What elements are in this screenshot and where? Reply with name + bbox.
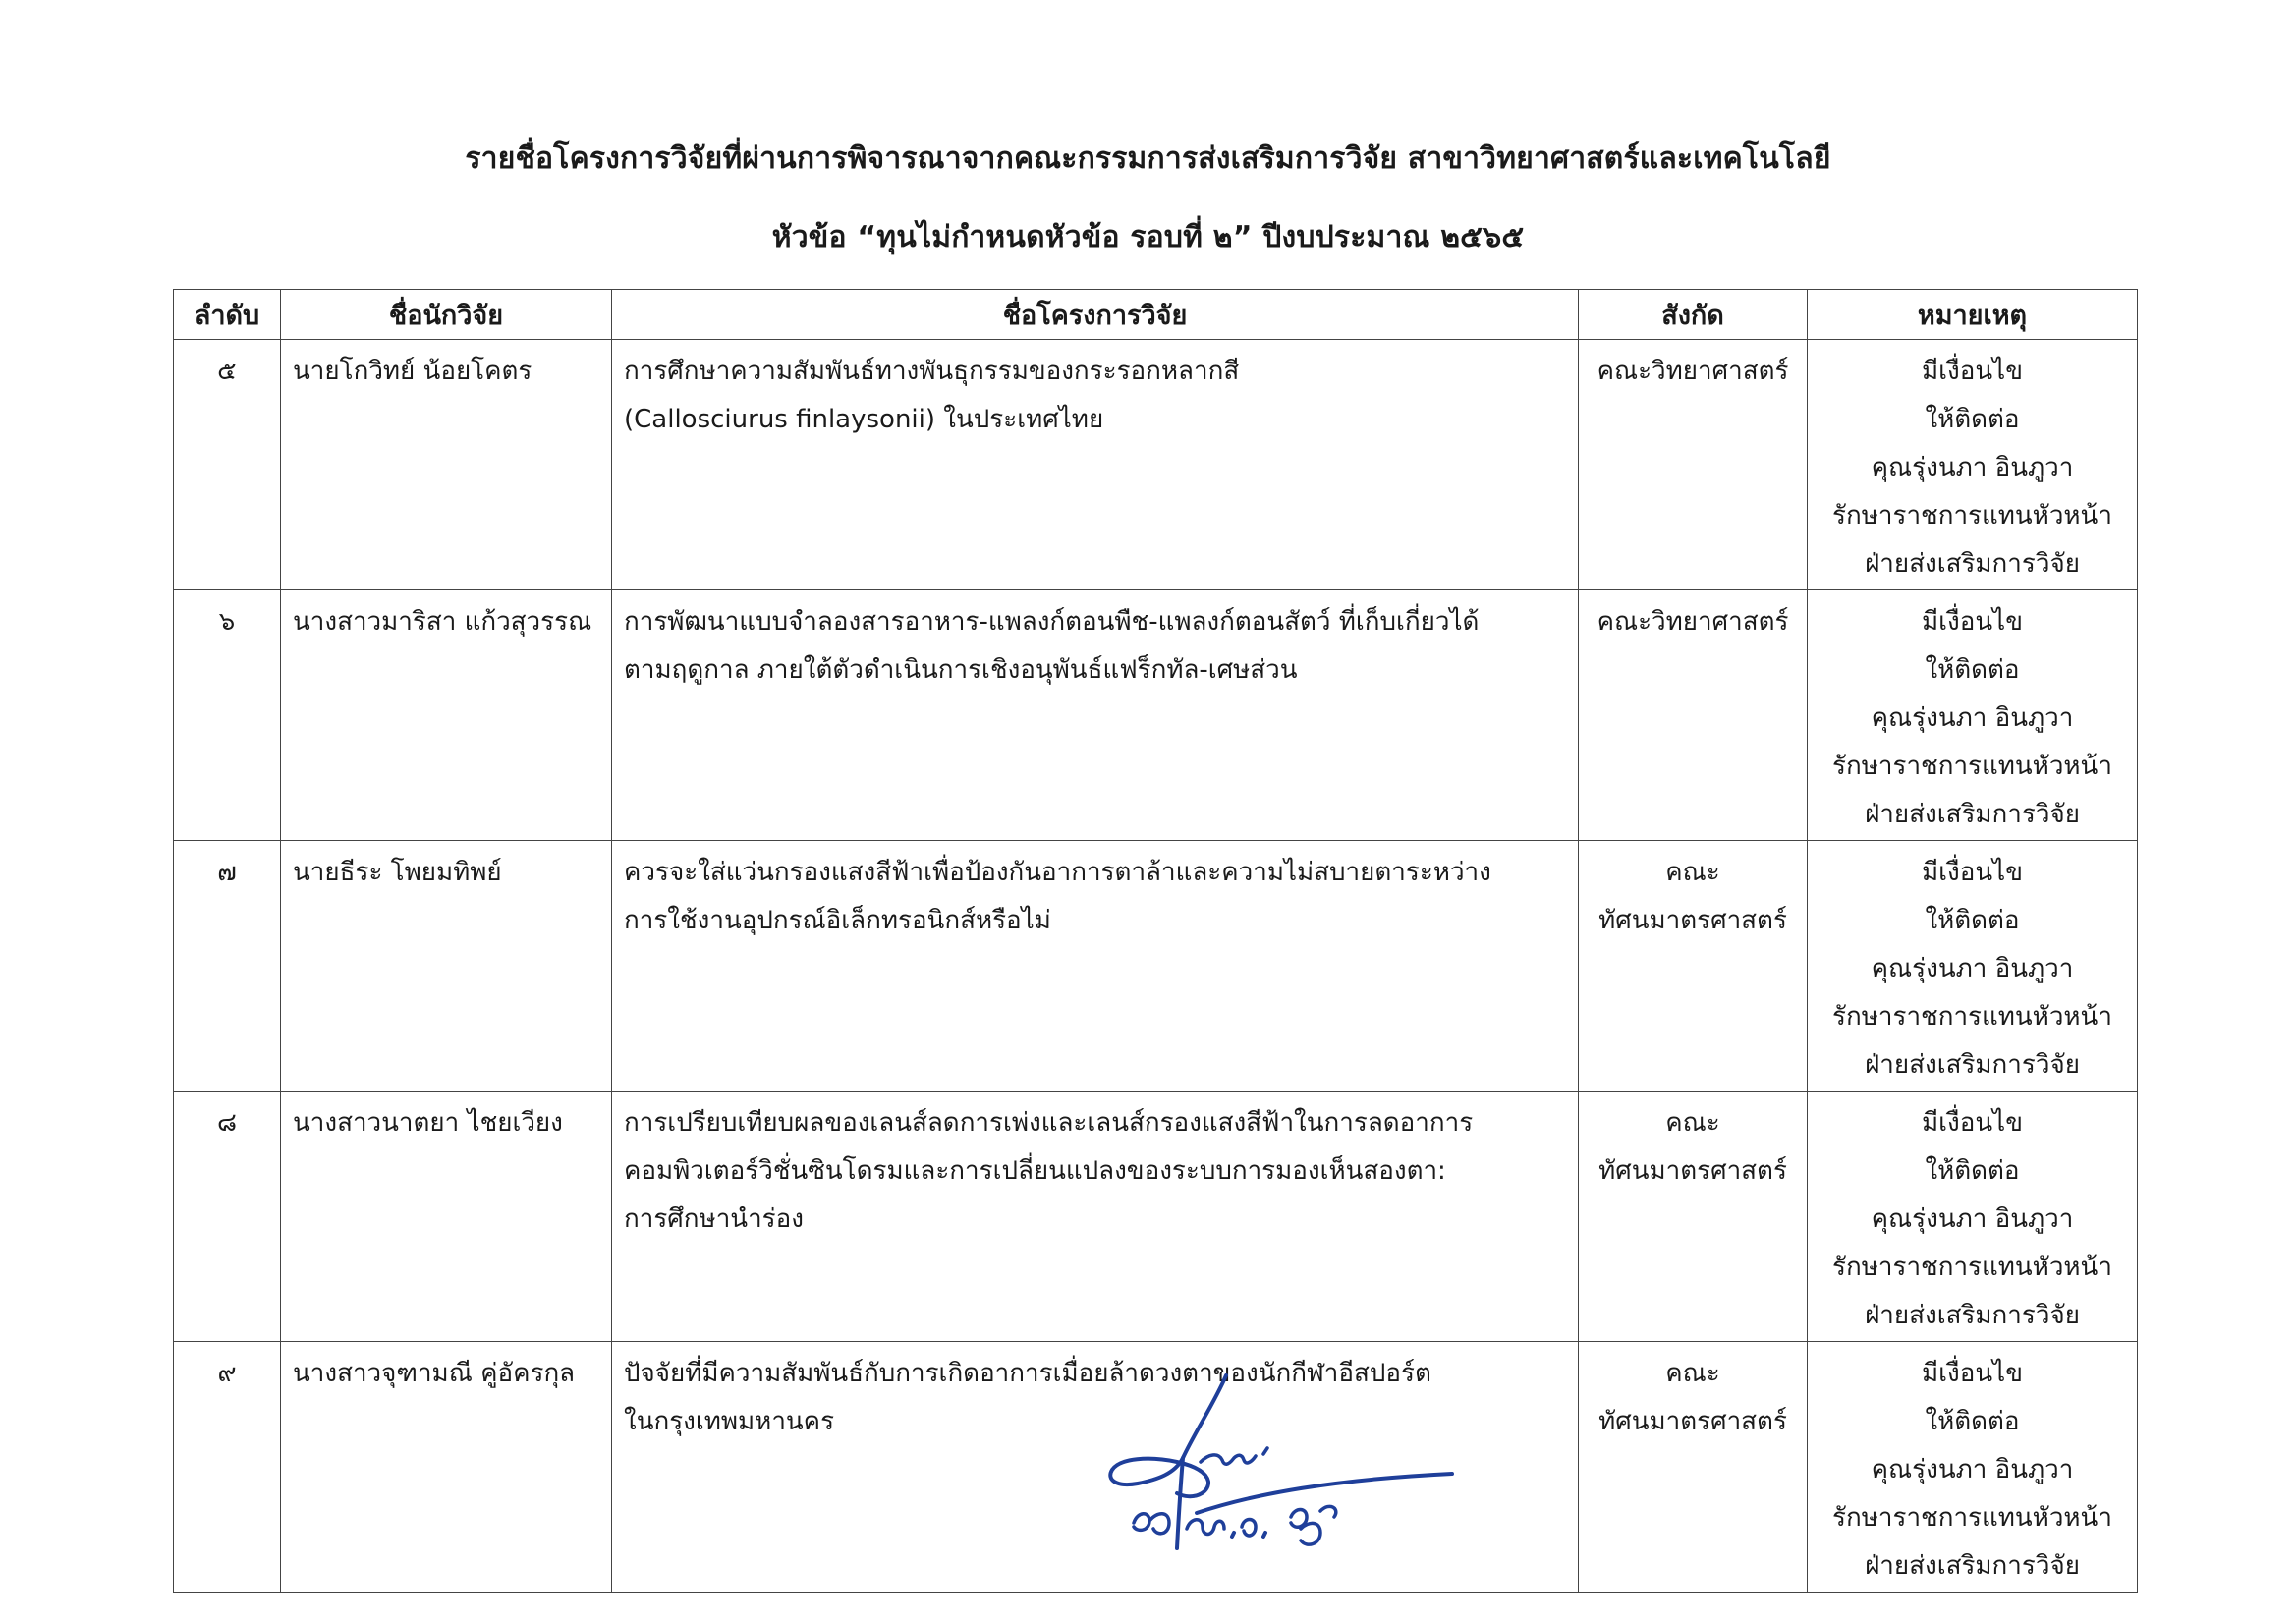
remark-line: ฝ่ายส่งเสริมการวิจัย <box>1865 549 2080 579</box>
project-title-line: การใช้งานอุปกรณ์อิเล็กทรอนิกส์หรือไม่ <box>624 906 1051 935</box>
affiliation <box>1579 590 1808 841</box>
row-number: ๖ <box>174 590 281 841</box>
remark-line: มีเงื่อนไข <box>1922 858 2023 887</box>
remark <box>1808 841 2138 1092</box>
table-row <box>174 841 2138 1092</box>
project-title-line: ในกรุงเทพมหานคร <box>624 1407 835 1436</box>
remark-line: ให้ติดต่อ <box>1925 1156 2020 1186</box>
table-row <box>174 590 2138 841</box>
affiliation <box>1579 1342 1808 1593</box>
remark-line: ฝ่ายส่งเสริมการวิจัย <box>1865 1301 2080 1330</box>
project-title-line: ตามฤดูกาล ภายใต้ตัวดำเนินการเชิงอนุพันธ์แฟร็กทัล-เศษส่วน <box>624 655 1298 685</box>
researcher-name: นางสาวจุฑามณี คู่อัครกุล <box>281 1342 612 1593</box>
remark-line: รักษาราชการแทนหัวหน้า <box>1832 1503 2112 1533</box>
project-title <box>612 1092 1579 1342</box>
affiliation <box>1579 841 1808 1092</box>
project-title <box>612 841 1579 1092</box>
project-title-line: การศึกษานำร่อง <box>624 1204 804 1234</box>
column-header-researcher: ชื่อนักวิจัย <box>281 290 612 340</box>
row-number: ๕ <box>174 340 281 590</box>
remark-line: ให้ติดต่อ <box>1925 906 2020 935</box>
researcher-name: นางสาวนาตยา ไชยเวียง <box>281 1092 612 1342</box>
remark-line: คุณรุ่งนภา อินภูวา <box>1871 703 2074 733</box>
project-title-line: (Callosciurus finlaysonii) ในประเทศไทย <box>624 405 1104 434</box>
column-header-no: ลำดับ <box>174 290 281 340</box>
researcher-name: นางสาวมาริสา แก้วสุวรรณ <box>281 590 612 841</box>
project-title <box>612 590 1579 841</box>
affiliation-line: คณะวิทยาศาสตร์ <box>1596 607 1789 637</box>
handwritten-signature <box>1098 1364 1472 1560</box>
affiliation-line: ทัศนมาตรศาสตร์ <box>1598 906 1787 935</box>
remark <box>1808 1092 2138 1342</box>
affiliation-line: คณะ <box>1665 1359 1720 1388</box>
project-title-line: การเปรียบเทียบผลของเลนส์ลดการเพ่งและเลนส์กรองแสงสีฟ้าในการลดอาการ <box>624 1108 1474 1138</box>
project-title-line: ควรจะใส่แว่นกรองแสงสีฟ้าเพื่อป้องกันอาการตาล้าและความไม่สบายตาระหว่าง <box>624 858 1491 887</box>
table-row <box>174 340 2138 590</box>
affiliation-line: คณะวิทยาศาสตร์ <box>1596 357 1789 386</box>
column-header-affiliation: สังกัด <box>1579 290 1808 340</box>
researcher-name: นายโกวิทย์ น้อยโคตร <box>281 340 612 590</box>
remark <box>1808 1342 2138 1593</box>
remark-line: ให้ติดต่อ <box>1925 655 2020 685</box>
remark-line: ฝ่ายส่งเสริมการวิจัย <box>1865 1551 2080 1581</box>
affiliation <box>1579 340 1808 590</box>
project-title-line: การศึกษาความสัมพันธ์ทางพันธุกรรมของกระรอกหลากสี <box>624 357 1240 386</box>
remark-line: รักษาราชการแทนหัวหน้า <box>1832 1002 2112 1032</box>
row-number: ๗ <box>174 841 281 1092</box>
affiliation-line: คณะ <box>1665 858 1720 887</box>
project-title <box>612 340 1579 590</box>
remark-line: ให้ติดต่อ <box>1925 1407 2020 1436</box>
row-number: ๙ <box>174 1342 281 1593</box>
remark-line: คุณรุ่งนภา อินภูวา <box>1871 1204 2074 1234</box>
remark-line: ฝ่ายส่งเสริมการวิจัย <box>1865 800 2080 829</box>
remark-line: มีเงื่อนไข <box>1922 1108 2023 1138</box>
remark-line: คุณรุ่งนภา อินภูวา <box>1871 1455 2074 1484</box>
table-header-row <box>174 290 2138 340</box>
remark <box>1808 340 2138 590</box>
row-number: ๘ <box>174 1092 281 1342</box>
remark-line: รักษาราชการแทนหัวหน้า <box>1832 752 2112 781</box>
document-title: รายชื่อโครงการวิจัยที่ผ่านการพิจารณาจากคณะกรรมการส่งเสริมการวิจัย สาขาวิทยาศาสตร์และเทคโนโลยี <box>465 141 1831 176</box>
remark-line: ฝ่ายส่งเสริมการวิจัย <box>1865 1050 2080 1080</box>
remark-line: มีเงื่อนไข <box>1922 1359 2023 1388</box>
affiliation <box>1579 1092 1808 1342</box>
table-row <box>174 1092 2138 1342</box>
remark <box>1808 590 2138 841</box>
remark-line: คุณรุ่งนภา อินภูวา <box>1871 954 2074 983</box>
project-title-line: การพัฒนาแบบจำลองสารอาหาร-แพลงก์ตอนพืช-แพลงก์ตอนสัตว์ ที่เก็บเกี่ยวได้ <box>624 607 1480 637</box>
column-header-remark: หมายเหตุ <box>1808 290 2138 340</box>
affiliation-line: ทัศนมาตรศาสตร์ <box>1598 1407 1787 1436</box>
remark-line: รักษาราชการแทนหัวหน้า <box>1832 1253 2112 1282</box>
remark-line: คุณรุ่งนภา อินภูวา <box>1871 453 2074 482</box>
researcher-name: นายธีระ โพยมทิพย์ <box>281 841 612 1092</box>
affiliation-line: ทัศนมาตรศาสตร์ <box>1598 1156 1787 1186</box>
remark-line: มีเงื่อนไข <box>1922 607 2023 637</box>
document-subtitle: หัวข้อ “ทุนไม่กำหนดหัวข้อ รอบที่ ๒” ปีงบประมาณ ๒๕๖๕ <box>771 220 1525 254</box>
remark-line: มีเงื่อนไข <box>1922 357 2023 386</box>
column-header-project: ชื่อโครงการวิจัย <box>612 290 1579 340</box>
project-title-line: คอมพิวเตอร์วิชั่นซินโดรมและการเปลี่ยนแปลงของระบบการมองเห็นสองตา: <box>624 1156 1446 1186</box>
remark-line: รักษาราชการแทนหัวหน้า <box>1832 501 2112 531</box>
remark-line: ให้ติดต่อ <box>1925 405 2020 434</box>
project-title-line: ปัจจัยที่มีความสัมพันธ์กับการเกิดอาการเมื่อยล้าดวงตาของนักกีฬาอีสปอร์ต <box>624 1359 1431 1388</box>
affiliation-line: คณะ <box>1665 1108 1720 1138</box>
